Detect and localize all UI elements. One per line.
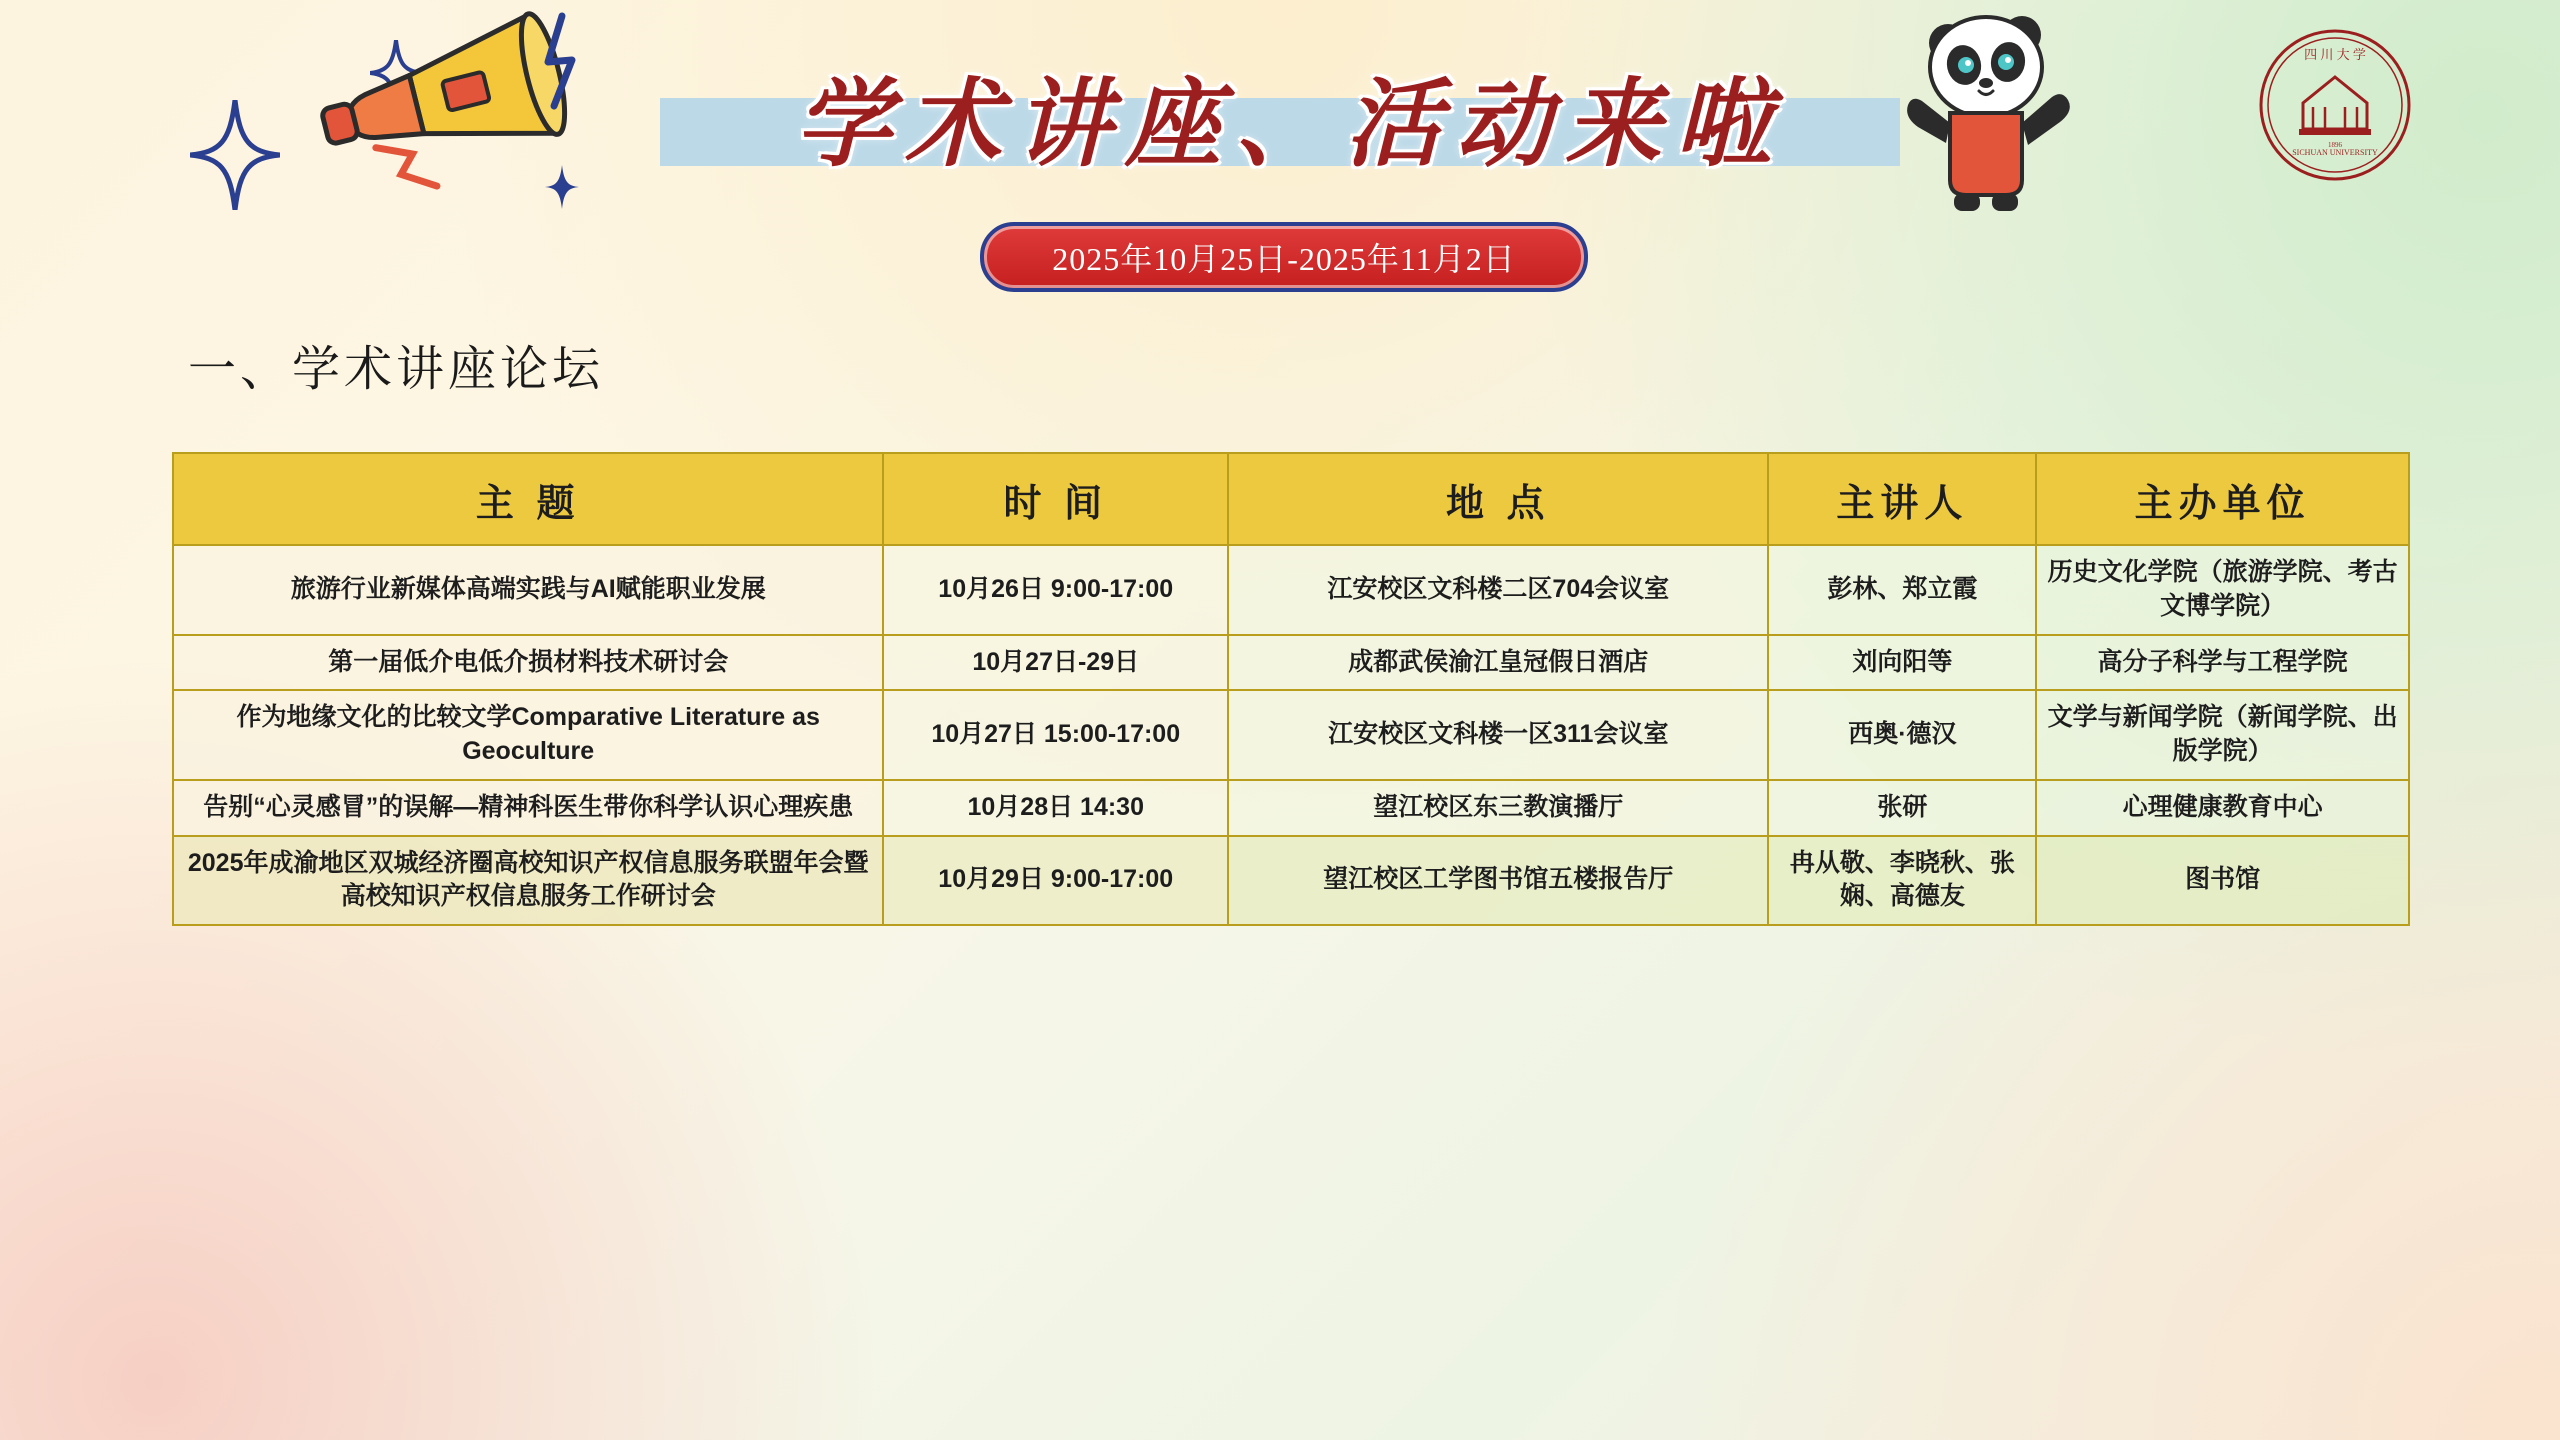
column-header-host: 主办单位 — [2036, 453, 2409, 545]
cell-place: 江安校区文科楼二区704会议室 — [1228, 545, 1768, 635]
cell-topic: 第一届低介电低介损材料技术研讨会 — [173, 635, 883, 691]
svg-text:1896: 1896 — [2328, 141, 2342, 149]
cell-topic: 旅游行业新媒体高端实践与AI赋能职业发展 — [173, 545, 883, 635]
table-row — [173, 635, 2409, 691]
cell-speaker: 张研 — [1768, 780, 2036, 836]
schedule-table — [172, 452, 2410, 926]
column-header-place: 地 点 — [1228, 453, 1768, 545]
cell-host: 图书馆 — [2036, 836, 2409, 926]
sichuan-university-emblem — [2255, 25, 2415, 185]
panda-mascot-icon — [1900, 5, 2080, 215]
column-header-speaker: 主讲人 — [1768, 453, 2036, 545]
megaphone-icon — [300, 10, 590, 220]
cell-speaker: 冉从敬、李晓秋、张娴、高德友 — [1768, 836, 2036, 926]
table-row — [173, 545, 2409, 635]
cell-topic: 2025年成渝地区双城经济圈高校知识产权信息服务联盟年会暨高校知识产权信息服务工作研讨会 — [173, 836, 883, 926]
sparkle-icon — [190, 100, 280, 210]
table-header-row — [173, 453, 2409, 545]
cell-host: 文学与新闻学院（新闻学院、出版学院） — [2036, 690, 2409, 780]
cell-time: 10月29日 9:00-17:00 — [883, 836, 1228, 926]
cell-speaker: 刘向阳等 — [1768, 635, 2036, 691]
cell-time: 10月27日-29日 — [883, 635, 1228, 691]
table-row — [173, 780, 2409, 836]
cell-topic: 作为地缘文化的比较文学Comparative Literature as Geoculture — [173, 690, 883, 780]
cell-speaker: 彭林、郑立霞 — [1768, 545, 2036, 635]
cell-host: 历史文化学院（旅游学院、考古文博学院） — [2036, 545, 2409, 635]
cell-speaker: 西奥·德汉 — [1768, 690, 2036, 780]
cell-host: 心理健康教育中心 — [2036, 780, 2409, 836]
table-row — [173, 836, 2409, 926]
column-header-topic: 主 题 — [173, 453, 883, 545]
cell-place: 望江校区东三教演播厅 — [1228, 780, 1768, 836]
cell-place: 江安校区文科楼一区311会议室 — [1228, 690, 1768, 780]
cell-host: 高分子科学与工程学院 — [2036, 635, 2409, 691]
svg-text:四 川 大 学: 四 川 大 学 — [2304, 47, 2366, 62]
cell-time: 10月26日 9:00-17:00 — [883, 545, 1228, 635]
schedule-table-wrapper — [172, 452, 2410, 926]
cell-topic: 告别“心灵感冒”的误解—精神科医生带你科学认识心理疾患 — [173, 780, 883, 836]
page-title: 学术讲座、活动来啦 — [795, 71, 1785, 178]
section-heading: 一、学术讲座论坛 — [188, 343, 605, 396]
column-header-time: 时 间 — [883, 453, 1228, 545]
date-range-text: 2025年10月25日-2025年11月2日 — [1052, 241, 1516, 277]
cell-place: 成都武侯渝江皇冠假日酒店 — [1228, 635, 1768, 691]
date-range-badge — [980, 222, 1588, 292]
cell-time: 10月28日 14:30 — [883, 780, 1228, 836]
cell-time: 10月27日 15:00-17:00 — [883, 690, 1228, 780]
cell-place: 望江校区工学图书馆五楼报告厅 — [1228, 836, 1768, 926]
svg-text:SICHUAN UNIVERSITY: SICHUAN UNIVERSITY — [2292, 148, 2378, 157]
table-row — [173, 690, 2409, 780]
